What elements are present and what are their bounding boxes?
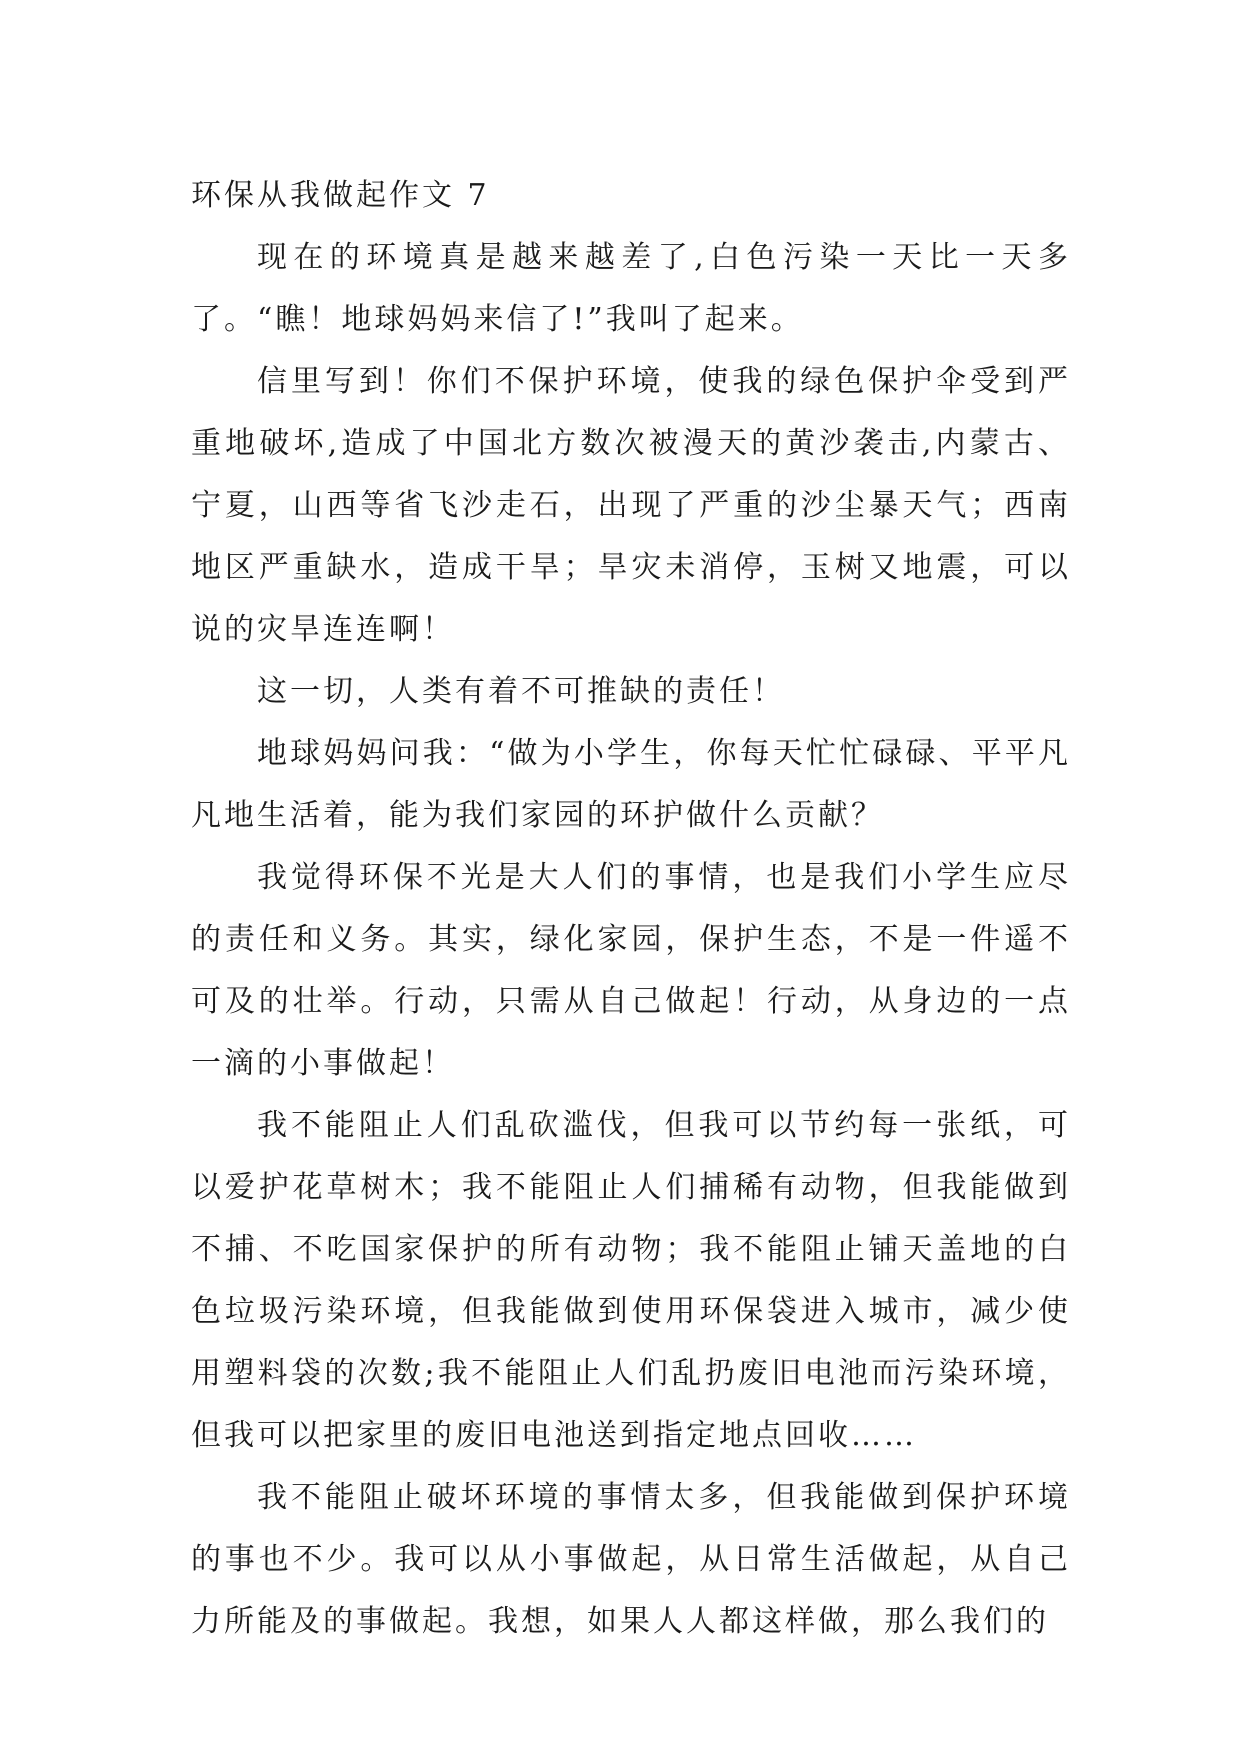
paragraph-5: 我觉得环保不光是大人们的事情，也是我们小学生应尽的责任和义务。其实，绿化家园，保护生态，不是一件遥不可及的壮举。行动，只需从自己做起！行动，从身边的一点一滴的小事做起！ — [191, 860, 1071, 1081]
essay-body — [191, 165, 1071, 1653]
paragraph-7: 我不能阻止破坏环境的事情太多，但我能做到保护环境的事也不少。我可以从小事做起，从日常生活做起，从自己力所能及的事做起。我想，如果人人都这样做，那么我们的 — [191, 1480, 1071, 1639]
paragraph-6: 我不能阻止人们乱砍滥伐，但我可以节约每一张纸，可以爱护花草树木；我不能阻止人们捕稀有动物，但我能做到不捕、不吃国家保护的所有动物；我不能阻止铺天盖地的白色垃圾污染环境，但我能做到使用环保袋进入城市，减少使用塑料袋的次数;我不能阻止人们乱扔废旧电池而污染环境，但我可以把家里的废旧电池送到指定地点回收…… — [191, 1108, 1071, 1453]
paragraph-3: 这一切，人类有着不可推缺的责任！ — [257, 674, 785, 709]
paragraph-2: 信里写到！你们不保护环境，使我的绿色保护伞受到严重地破坏,造成了中国北方数次被漫天的黄沙袭击,内蒙古、宁夏，山西等省飞沙走石，出现了严重的沙尘暴天气；西南地区严重缺水，造成干旱；旱灾未消停，玉树又地震，可以说的灾旱连连啊！ — [191, 364, 1071, 647]
essay-title: 环保从我做起作文 7 — [191, 178, 490, 213]
paragraph-1: 现在的环境真是越来越差了,白色污染一天比一天多了。“瞧！地球妈妈来信了!”我叫了起来。 — [191, 240, 1071, 337]
paragraph-4: 地球妈妈问我：“做为小学生，你每天忙忙碌碌、平平凡凡地生活着，能为我们家园的环护做什么贡献？ — [191, 736, 1071, 833]
